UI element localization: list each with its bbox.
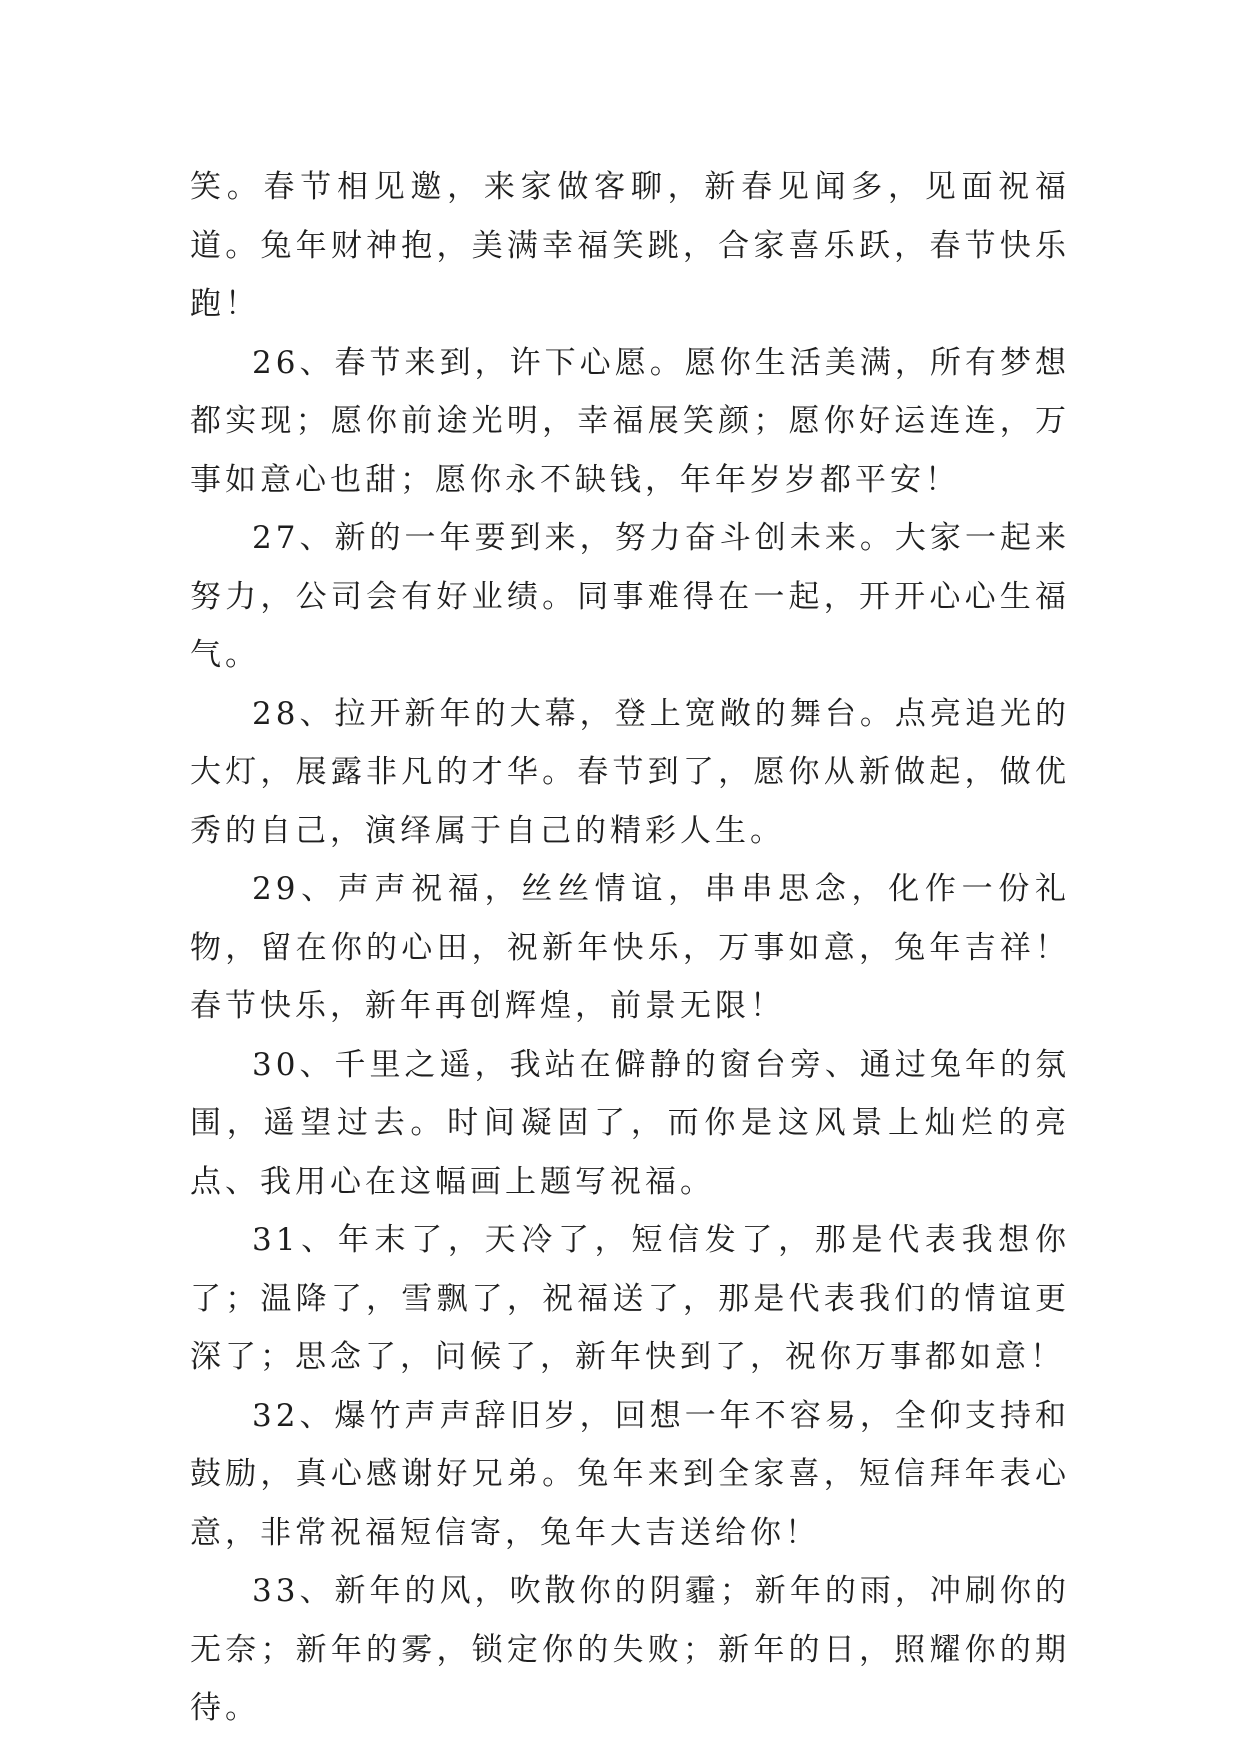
paragraph-28: 28、拉开新年的大幕，登上宽敞的舞台。点亮追光的大灯，展露非凡的才华。春节到了，愿你从新做起，做优秀的自己，演绎属于自己的精彩人生。 [190,695,1070,849]
paragraph-27: 27、新的一年要到来，努力奋斗创未来。大家一起来努力，公司会有好业绩。同事难得在一起，开开心心生福气。 [190,520,1070,673]
paragraph-29: 29、声声祝福，丝丝情谊，串串思念，化作一份礼物，留在你的心田，祝新年快乐，万事如意，兔年吉祥！春节快乐，新年再创辉煌，前景无限！ [190,871,1070,1024]
paragraph-25-continuation: 笑。春节相见邀，来家做客聊，新春见闻多，见面祝福道。兔年财神抱，美满幸福笑跳，合家喜乐跃，春节快乐跑！ [190,169,1070,322]
paragraph-30: 30、千里之遥，我站在僻静的窗台旁、通过兔年的氛围，遥望过去。时间凝固了，而你是这风景上灿烂的亮点、我用心在这幅画上题写祝福。 [190,1046,1070,1200]
paragraph-33: 33、新年的风，吹散你的阴霾；新年的雨，冲刷你的无奈；新年的雾，锁定你的失败；新年的日，照耀你的期待。 [190,1573,1070,1726]
paragraph-31: 31、年末了，天冷了，短信发了，那是代表我想你了；温降了，雪飘了，祝福送了，那是代表我们的情谊更深了；思念了，问候了，新年快到了，祝你万事都如意！ [190,1222,1070,1375]
body-text [190,158,1070,1738]
paragraph-32: 32、爆竹声声辞旧岁，回想一年不容易，全仰支持和鼓励，真心感谢好兄弟。兔年来到全家喜，短信拜年表心意，非常祝福短信寄，兔年大吉送给你！ [190,1397,1070,1551]
paragraph-26: 26、春节来到，许下心愿。愿你生活美满，所有梦想都实现；愿你前途光明，幸福展笑颜；愿你好运连连，万事如意心也甜；愿你永不缺钱，年年岁岁都平安！ [190,344,1070,498]
